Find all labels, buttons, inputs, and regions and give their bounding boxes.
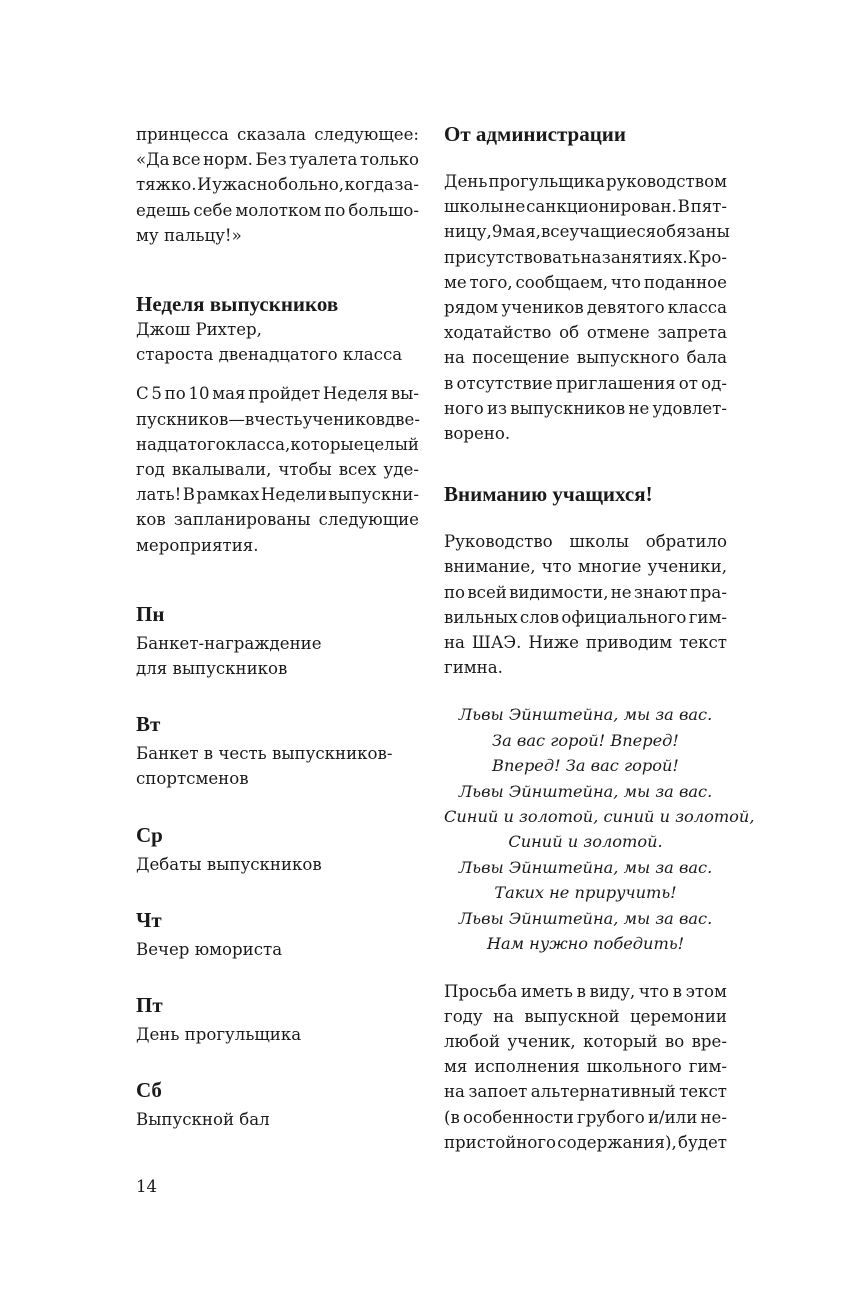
text-line [444, 1130, 727, 1155]
word: Кро- [687, 247, 727, 267]
word: пят- [690, 197, 727, 217]
word: выпускного [576, 348, 680, 368]
schedule-event: Вечер юмориста [136, 939, 283, 959]
word: всех [338, 460, 377, 480]
schedule-item [136, 993, 419, 1047]
word: «Да [136, 150, 170, 170]
word: будет [678, 1132, 727, 1152]
word: на [444, 633, 465, 653]
word: ного [444, 398, 484, 418]
word: не [628, 398, 650, 418]
word: присутствовать [444, 247, 581, 267]
word: на [444, 348, 465, 368]
word: по [444, 582, 466, 602]
anthem-line: Львы Эйнштейна, мы за вас. [458, 781, 713, 801]
text-line [444, 219, 730, 244]
word: гим- [688, 607, 727, 627]
word: по [164, 384, 186, 404]
schedule-event: День прогульщика [136, 1025, 302, 1045]
word: содержания), [557, 1132, 677, 1152]
word: иметь [520, 981, 573, 1001]
schedule-day: Пн [136, 601, 165, 626]
word: выпускни- [328, 485, 419, 505]
word: вильных [444, 607, 518, 627]
word: в [444, 373, 454, 393]
word: школы [569, 532, 629, 552]
word: которые [290, 434, 364, 454]
word: сообщаем, [515, 272, 609, 292]
closing-paragraph [444, 979, 727, 1155]
word: приглашения [555, 373, 676, 393]
text-line [136, 432, 419, 457]
word: вы- [390, 384, 419, 404]
word: запрета [657, 323, 727, 343]
word: официального [561, 607, 687, 627]
anthem-line: Львы Эйнштейна, мы за вас. [458, 908, 713, 928]
word: учащиеся [569, 222, 657, 242]
word: тяжко. [136, 175, 197, 195]
word: вре- [691, 1031, 727, 1051]
word: когда [344, 175, 394, 195]
word: Без [255, 150, 287, 170]
word: ницу, [444, 222, 492, 242]
word: занятиях. [601, 247, 688, 267]
word: видимости, [509, 582, 609, 602]
word: едешь [136, 200, 191, 220]
administration-body [444, 169, 730, 446]
word: С [136, 384, 149, 404]
word: который [583, 1031, 658, 1051]
word: ме [444, 272, 467, 292]
schedule-item [136, 712, 419, 791]
text-line [136, 507, 419, 532]
intro-paragraph [136, 122, 419, 248]
text-line [444, 169, 727, 194]
word: пускников [136, 409, 229, 429]
text-line [444, 1004, 727, 1029]
word: текст [679, 633, 727, 653]
word: ходатайство [444, 323, 552, 343]
right-column [444, 122, 755, 1155]
word: от [678, 373, 698, 393]
word: сказала [237, 125, 306, 144]
word: ужасно [212, 175, 278, 195]
word: чтобы [278, 460, 332, 480]
text-line [444, 605, 727, 630]
word: честь [254, 409, 303, 429]
word: вкалывали, [171, 460, 272, 480]
schedule-event: Дебаты выпускников [136, 854, 322, 874]
anthem-line: За вас горой! Вперед! [492, 730, 679, 750]
word: 10 [188, 384, 210, 404]
text-line [444, 194, 727, 219]
word: по [324, 200, 346, 220]
text-line [136, 457, 419, 482]
schedule-item [136, 602, 419, 681]
administration-heading: От администрации [444, 122, 626, 146]
word: обратило [645, 532, 727, 552]
text-line [444, 295, 727, 320]
anthem-line: Нам нужно победить! [486, 934, 685, 954]
anthem-line: Синий и золотой. [508, 832, 663, 852]
word: руководством [605, 172, 727, 191]
word: запоет [468, 1082, 528, 1102]
word: что [541, 557, 572, 577]
text-line [444, 529, 727, 554]
word: молотком [235, 200, 322, 220]
text-line [136, 198, 419, 223]
word: санкционирован. [526, 197, 677, 217]
word: всей [467, 582, 507, 602]
word: исполнения [474, 1057, 580, 1077]
attention-body [444, 529, 727, 680]
anthem-line: Вперед! За вас горой! [492, 756, 679, 776]
word: две- [384, 409, 420, 429]
word: мая [212, 384, 246, 404]
text-line [444, 554, 727, 579]
schedule-day: Вт [136, 712, 161, 737]
word: большо- [348, 200, 419, 220]
attention-heading: Вниманию учащихся! [444, 482, 653, 507]
schedule-day: Ср [136, 822, 163, 847]
word: мая, [502, 222, 541, 242]
word: того, [469, 272, 513, 292]
word: ученики, [647, 557, 727, 577]
word: об [559, 323, 580, 343]
word: школы [444, 197, 504, 217]
word: на [493, 1006, 515, 1026]
text-line [136, 172, 419, 197]
text-line [444, 979, 727, 1004]
text-line [136, 122, 419, 147]
schedule-item [136, 1078, 419, 1132]
left-column [136, 122, 419, 1132]
word: на [580, 247, 602, 267]
schedule-item [136, 823, 419, 877]
schedule-event: спортсменов [136, 769, 249, 789]
word: поданное [643, 272, 727, 292]
schedule-list [136, 602, 419, 1133]
text-line [136, 147, 419, 172]
graduates-week-author-role: староста двенадцатого класса [136, 345, 403, 365]
word: многие [577, 557, 642, 577]
word: себе [193, 200, 233, 220]
text-line: му пальцу!» [136, 225, 242, 245]
word: — [228, 409, 245, 429]
word: В [677, 197, 690, 217]
word: учеников [501, 298, 584, 318]
word: удовлет- [652, 398, 727, 418]
word: целый [363, 434, 419, 454]
text-line [444, 320, 727, 345]
graduates-week-heading: Неделя выпускников [136, 292, 339, 317]
schedule-day: Чт [136, 907, 162, 932]
anthem-line: Львы Эйнштейна, мы за вас. [458, 705, 713, 725]
word: гим- [688, 1057, 727, 1077]
word: День [444, 172, 488, 191]
text-line [444, 396, 727, 421]
word: пройдет [248, 384, 321, 404]
word: текст [679, 1082, 727, 1102]
word: во [664, 1031, 685, 1051]
word: этом [685, 981, 727, 1001]
word: особенности [463, 1107, 574, 1127]
word: знают [633, 582, 688, 602]
word: что [638, 981, 669, 1001]
word: 5 [151, 384, 162, 404]
word: запланированы [173, 510, 311, 530]
word: рядом [444, 298, 499, 318]
schedule-day: Пт [136, 993, 163, 1018]
word: внимание, [444, 557, 536, 577]
word: приводим [585, 633, 673, 653]
word: выпускной [524, 1006, 620, 1026]
word: год [136, 460, 165, 480]
word: слов [519, 607, 560, 627]
word: ков [136, 510, 166, 530]
text-line [444, 1029, 727, 1054]
word: из [486, 398, 508, 418]
word: что [610, 272, 642, 292]
word: церемонии [629, 1006, 727, 1026]
text-line: гимна. [444, 658, 503, 678]
graduates-week-body [136, 381, 419, 557]
word: следующие [318, 510, 419, 530]
word: не- [700, 1107, 727, 1127]
text-line: мероприятия. [136, 535, 259, 555]
schedule-event: Выпускной бал [136, 1110, 270, 1130]
word: грубого [577, 1107, 645, 1127]
word: любой [444, 1031, 501, 1051]
schedule-item [136, 908, 419, 962]
word: класса, [225, 434, 291, 454]
page-number: 14 [136, 1177, 158, 1196]
word: и/или [647, 1107, 698, 1127]
text-line [444, 245, 727, 270]
word: туалета [289, 150, 358, 170]
word: альтернативный [530, 1082, 676, 1102]
word: отмене [586, 323, 650, 343]
word: больно, [278, 175, 345, 195]
text-line [444, 1079, 727, 1104]
word: все [540, 222, 570, 242]
word: 9 [491, 222, 503, 242]
text-line [444, 1054, 727, 1079]
schedule-event: для выпускников [136, 659, 288, 679]
text-line [444, 630, 727, 655]
text-line [444, 580, 727, 605]
text-line: ворено. [444, 424, 511, 444]
word: в [672, 981, 682, 1001]
text-line [444, 270, 727, 295]
word: на [444, 1082, 465, 1102]
word: Неделя [322, 384, 389, 404]
word: отсутствие [456, 373, 553, 393]
word: году [444, 1006, 483, 1026]
word: мя [444, 1057, 468, 1077]
word: принцесса [136, 125, 229, 144]
word: за- [394, 175, 419, 195]
word: учеников [302, 409, 385, 429]
anthem-line: Таких не приручить! [494, 883, 677, 903]
word: И [197, 175, 212, 195]
text-line [444, 371, 727, 396]
word: ученик, [507, 1031, 576, 1051]
word: пра- [689, 582, 727, 602]
graduates-week-author: Джош Рихтер, [136, 320, 262, 340]
text-line [444, 1105, 727, 1130]
text-line [136, 482, 419, 507]
word: посещение [472, 348, 570, 368]
word: следующее: [314, 125, 419, 144]
word: Руководство [444, 532, 553, 552]
schedule-event: Банкет в честь выпускников- [136, 744, 393, 764]
word: класса [667, 298, 727, 318]
schedule-day: Сб [136, 1078, 162, 1103]
word: в [244, 409, 255, 429]
word: бала [686, 348, 727, 368]
word: обязаны [656, 222, 730, 242]
word: Просьба [444, 981, 518, 1001]
word: (в [444, 1107, 460, 1127]
word: уде- [383, 460, 419, 480]
word: девятого [586, 298, 665, 318]
word: Недели [260, 485, 327, 505]
word: Ниже [528, 633, 579, 653]
word: в [576, 981, 586, 1001]
anthem-line: Синий и золотой, синий и золотой, [444, 807, 755, 827]
word: В [182, 485, 195, 505]
word: пристойного [444, 1132, 556, 1152]
anthem-line: Львы Эйнштейна, мы за вас. [458, 857, 713, 877]
word: не [504, 197, 526, 217]
word: норм. [203, 150, 253, 170]
word: только [359, 150, 419, 170]
word: ШАЭ. [471, 633, 522, 653]
word: од- [701, 373, 727, 393]
word: не [610, 582, 632, 602]
word: надцатого [136, 434, 226, 454]
word: выпускников [510, 398, 626, 418]
word: все [172, 150, 201, 170]
word: рамках [196, 485, 260, 505]
word: школьного [586, 1057, 682, 1077]
anthem-text [444, 702, 755, 956]
word: прогульщика [488, 172, 605, 191]
word: виду, [589, 981, 636, 1001]
text-line [136, 381, 419, 406]
schedule-event: Банкет-награждение [136, 633, 322, 653]
text-line [136, 407, 419, 432]
text-line [444, 345, 727, 370]
word: лать! [136, 485, 182, 505]
